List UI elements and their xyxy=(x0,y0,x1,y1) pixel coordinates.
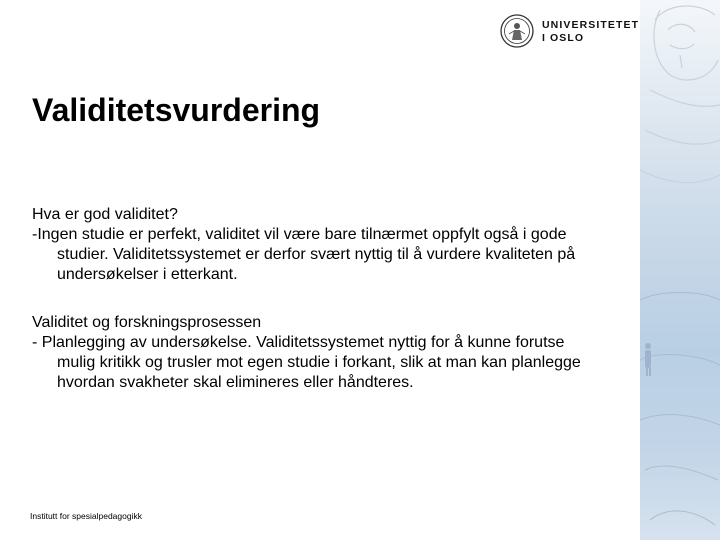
section-heading: Validitet og forskningsprosessen xyxy=(32,314,262,331)
apollo-illustration-icon xyxy=(640,0,720,540)
answer-text: -Ingen studie er perfekt, validitet vil være bare tilnærmet oppfylt også i gode studier. Validitetssystemet er derfor svært nyttig til å vurdere kvaliteten på undersøkelser i etterkant. xyxy=(32,226,576,283)
university-name xyxy=(542,19,639,45)
content-block-research-process xyxy=(32,313,602,393)
question-text: Hva er god validitet? xyxy=(32,206,178,223)
decorative-side-strip xyxy=(640,0,720,540)
university-name-line1: UNIVERSITETET xyxy=(542,19,640,31)
university-logo xyxy=(500,14,640,54)
slide-title: Validitetsvurdering xyxy=(32,92,321,128)
university-seal-icon xyxy=(500,14,534,48)
section-text: - Planlegging av undersøkelse. Validitetssystemet nyttig for å kunne forutse mulig kritikk og trusler mot egen studie i forkant, slik at man kan planlegge hvordan svakheter skal elimineres eller håndteres. xyxy=(32,334,581,391)
content-block-validity xyxy=(32,205,602,285)
university-name-line2: I OSLO xyxy=(542,32,585,44)
footer-institute: Institutt for spesialpedagogikk xyxy=(30,511,142,521)
